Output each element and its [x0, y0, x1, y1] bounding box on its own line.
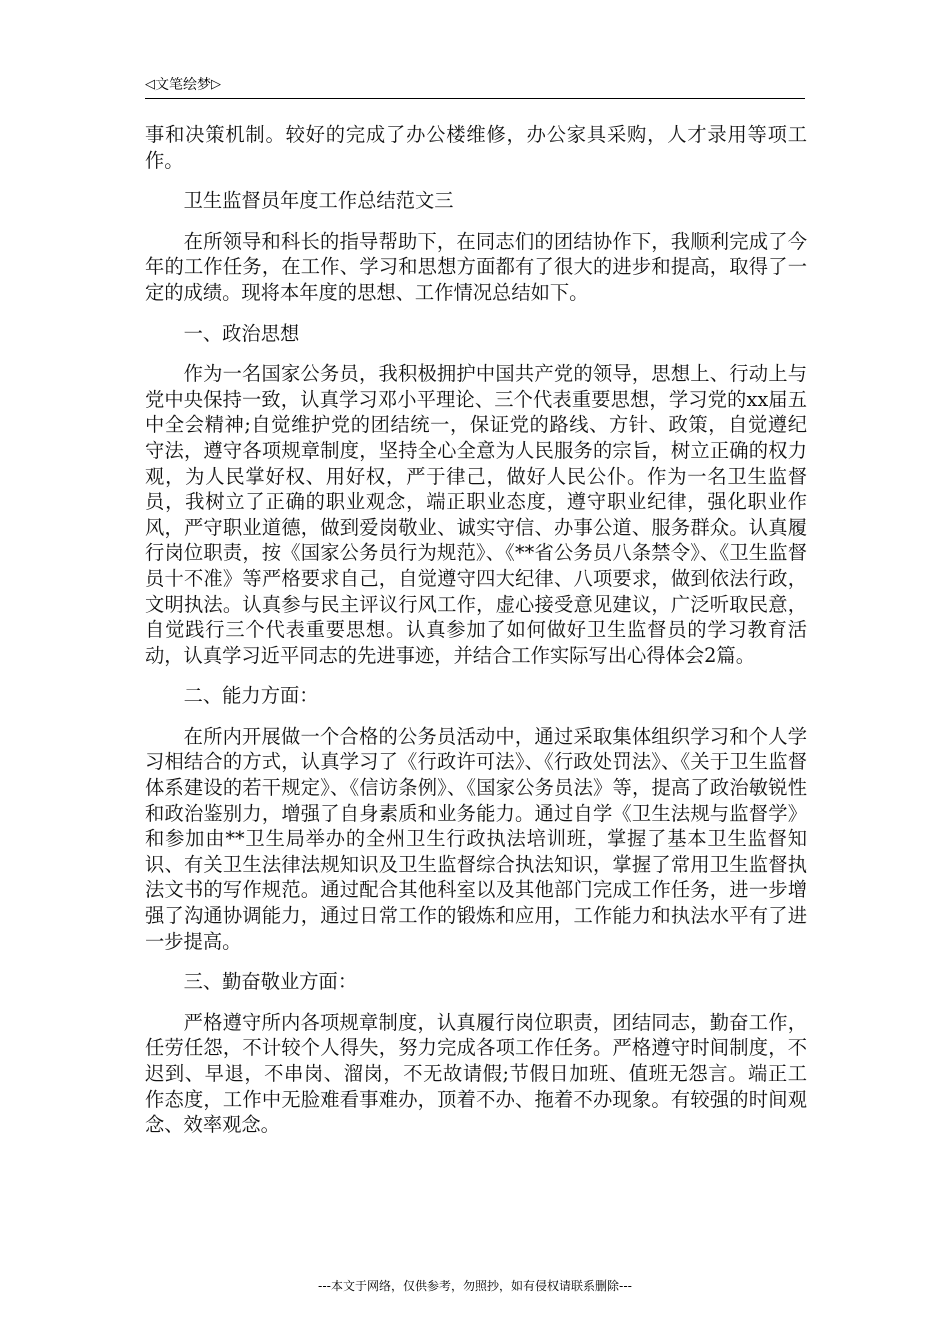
paragraph-intro: 在所领导和科长的指导帮助下，在同志们的团结协作下，我顺利完成了今年的工作任务，在工作、学习和思想方面都有了很大的进步和提高，取得了一定的成绩。现将本年度的思想、工作情况总结如下。 — [145, 229, 807, 304]
left-triangle-icon: ◁ — [145, 77, 155, 92]
right-triangle-icon: ▷ — [211, 77, 221, 92]
brand-text: 文笔绘梦 — [155, 77, 211, 93]
paragraph-diligence: 严格遵守所内各项规章制度，认真履行岗位职责，团结同志，勤奋工作，任劳任怨，不计较个人得失，努力完成各项工作任务。严格遵守时间制度，不迟到、早退，不串岗、溜岗，不无故请假;节假日加班、值班无怨言。端正工作态度，工作中无脸难看事难办，顶着不办、拖着不办现象。有较强的时间观念、效率观念。 — [145, 1010, 807, 1137]
document-body — [145, 122, 807, 1153]
heading-ability: 二、能力方面： — [183, 684, 319, 708]
heading-diligence: 三、勤奋敬业方面： — [183, 970, 358, 994]
footer-disclaimer: ---本文于网络，仅供参考，勿照抄，如有侵权请联系删除--- — [318, 1279, 632, 1293]
paragraph-continued: 事和决策机制。较好的完成了办公楼维修，办公家具采购，人才录用等项工作。 — [145, 123, 807, 172]
paragraph-political-thought: 作为一名国家公务员，我积极拥护中国共产党的领导，思想上、行动上与党中央保持一致，认真学习邓小平理论、三个代表重要思想，学习党的xx届五中全会精神;自觉维护党的团结统一，保证党的路线、方针、政策，自觉遵纪守法，遵守各项规章制度，坚持全心全意为人民服务的宗旨，树立正确的权力观，为人民掌好权、用好权，严于律己，做好人民公仆。作为一名卫生监督员，我树立了正确的职业观念，端正职业态度，遵守职业纪律，强化职业作风，严守职业道德，做到爱岗敬业、诚实守信、办事公道、服务群众。认真履行岗位职责，按《国家公务员行为规范》、《**省公务员八条禁令》、《卫生监督员十不准》等严格要求自己，自觉遵守四大纪律、八项要求，做到依法行政，文明执法。认真参与民主评议行风工作，虚心接受意见建议，广泛听取民意，自觉践行三个代表重要思想。认真参加了如何做好卫生监督员的学习教育活动，认真学习近平同志的先进事迹，并结合工作实际写出心得体会2篇。 — [145, 362, 807, 667]
page-header — [145, 74, 805, 99]
section-title: 卫生监督员年度工作总结范文三 — [183, 189, 454, 213]
heading-political-thought: 一、政治思想 — [183, 321, 300, 345]
paragraph-ability: 在所内开展做一个合格的公务员活动中，通过采取集体组织学习和个人学习相结合的方式，认真学习了《行政许可法》、《行政处罚法》、《关于卫生监督体系建设的若干规定》、《信访条例》、《国家公务员法》等，提高了政治敏锐性和政治鉴别力，增强了自身素质和业务能力。通过自学《卫生法规与监督学》和参加由**卫生局举办的全州卫生行政执法培训班，掌握了基本卫生监督知识、有关卫生法律法规知识及卫生监督综合执法知识，掌握了常用卫生监督执法文书的写作规范。通过配合其他科室以及其他部门完成工作任务，进一步增强了沟通协调能力，通过日常工作的锻炼和应用，工作能力和执法水平有了进一步提高。 — [145, 724, 807, 953]
brand-logo — [145, 76, 221, 94]
